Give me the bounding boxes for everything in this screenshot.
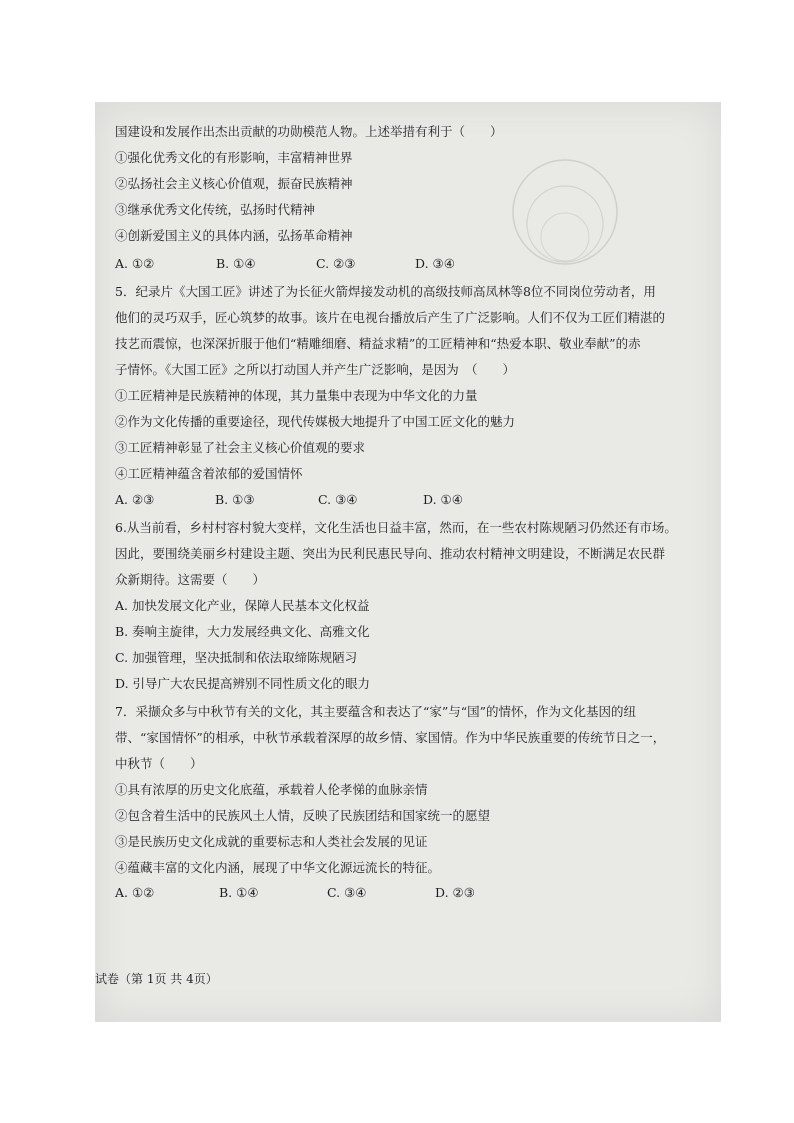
q5-stem-line: 他们的灵巧双手，匠心筑梦的故事。该片在电视台播放后产生了广泛影响。人们不仅为工匠们精湛的	[115, 310, 666, 325]
q5-stem-line: 5．纪录片《大国工匠》讲述了为长征火箭焊接发动机的高级技师高凤林等8位不同岗位劳动者，用	[115, 284, 656, 299]
q4-item: ④创新爱国主义的具体内涵，弘扬革命精神	[115, 228, 353, 243]
q5-stem-line: 子情怀。《大国工匠》之所以打动国人并产生广泛影响，是因为 （ ）	[115, 362, 516, 377]
q7-item: ②包含着生活中的民族风土人情，反映了民族团结和国家统一的愿望	[115, 808, 491, 823]
q6-option-b: B. 奏响主旋律，大力发展经典文化、高雅文化	[115, 624, 370, 639]
q5-option-c: C. ③④	[318, 492, 358, 507]
q5-option-b: B. ①③	[215, 492, 255, 507]
q7-option-d: D. ②③	[435, 885, 475, 900]
q4-item: ③继承优秀文化传统，弘扬时代精神	[115, 202, 316, 217]
q6-stem-line: 众新期待。这需要（ ）	[115, 572, 266, 587]
q5-item: ③工匠精神彰显了社会主义核心价值观的要求	[115, 440, 366, 455]
q5-option-d: D. ①④	[423, 492, 463, 507]
q6-stem-line: 6.从当前看，乡村村容村貌大变样，文化生活也日益丰富，然而，在一些农村陈规陋习仍然还有市场。	[115, 520, 677, 535]
q7-item: ④蕴藏丰富的文化内涵，展现了中华文化源远流长的特征。	[115, 860, 441, 875]
q5-item: ②作为文化传播的重要途径，现代传媒极大地提升了中国工匠文化的魅力	[115, 414, 516, 429]
q5-stem-line: 技艺而震惊，也深深折服于他们“精雕细磨、精益求精”的工匠精神和“热爱本职、敬业奉献”的赤	[115, 336, 641, 351]
scanned-exam-page	[95, 102, 721, 1022]
q5-option-a: A. ②③	[115, 492, 155, 507]
q4-item: ②弘扬社会主义核心价值观，振奋民族精神	[115, 176, 353, 191]
q4-option-c: C. ②③	[316, 256, 356, 271]
q6-option-d: D. 引导广大农民提高辨别不同性质文化的眼力	[115, 676, 371, 691]
q7-stem-line: 7．采撷众多与中秋节有关的文化，其主要蕴含和表达了“家”与“国”的情怀，作为文化基因的纽	[115, 704, 637, 719]
q4-option-a: A. ①②	[115, 256, 155, 271]
q7-option-b: B. ①④	[219, 885, 259, 900]
q7-stem-line: 带、“家国情怀”的相承，中秋节承载着深厚的故乡情、家国情。作为中华民族重要的传统节日之一，	[115, 730, 666, 745]
page-footer: 试卷（第 1页 共 4页）	[95, 972, 218, 986]
q7-option-a: A. ①②	[115, 885, 155, 900]
q4-item: ①强化优秀文化的有形影响，丰富精神世界	[115, 150, 353, 165]
q4-stem: 国建设和发展作出杰出贡献的功勋模范人物。上述举措有利于（ ）	[115, 124, 503, 139]
q6-option-c: C. 加强管理，坚决抵制和依法取缔陈规陋习	[115, 650, 358, 665]
q6-option-a: A. 加快发展文化产业，保障人民基本文化权益	[115, 598, 370, 613]
q7-stem-line: 中秋节（ ）	[115, 756, 203, 771]
q5-item: ④工匠精神蕴含着浓郁的爱国情怀	[115, 466, 303, 481]
q7-item: ③是民族历史文化成就的重要标志和人类社会发展的见证	[115, 834, 428, 849]
q6-stem-line: 因此，要围绕美丽乡村建设主题、突出为民利民惠民导向、推动农村精神文明建设，不断满足农民群	[115, 546, 666, 561]
q4-option-d: D. ③④	[415, 256, 455, 271]
q4-option-b: B. ①④	[216, 256, 256, 271]
q7-item: ①具有浓厚的历史文化底蕴，承载着人伦孝悌的血脉亲情	[115, 782, 428, 797]
q5-item: ①工匠精神是民族精神的体现，其力量集中表现为中华文化的力量	[115, 388, 478, 403]
q7-option-c: C. ③④	[327, 885, 367, 900]
